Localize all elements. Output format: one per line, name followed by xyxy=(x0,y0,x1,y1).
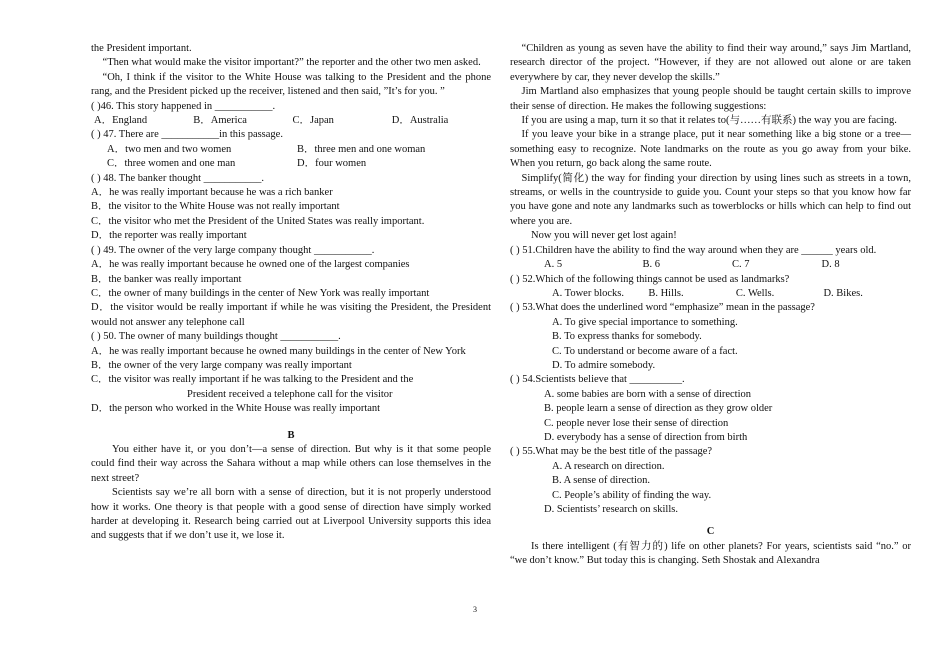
question-46: ( )46. This story happened in ___________. xyxy=(91,100,276,112)
paragraph: You either have it, or you don’t—a sense of direction. But why is it that some people could find their way across the Sahara without a map while others can lose themselves in the next street? xyxy=(91,443,491,484)
option-a: A. 5 xyxy=(544,259,563,271)
option-c: C. Wells. xyxy=(735,287,775,299)
section-heading-c: C xyxy=(706,526,715,538)
option-d: D. Scientists’ research on skills. xyxy=(544,504,678,515)
option-b: B. Hills. xyxy=(648,287,684,299)
option-d: D. 8 xyxy=(821,259,840,271)
paragraph: If you are using a map, turn it so that it relates to(与……有联系) the way you are facing. xyxy=(521,115,897,127)
option-b: B．America xyxy=(193,115,247,127)
option-d: D．four women xyxy=(297,158,367,170)
left-column xyxy=(91,42,491,544)
option-d: D. Bikes. xyxy=(823,287,863,299)
section-heading-b: B xyxy=(287,429,295,441)
option-d: D．the visitor would be really important if while he was visiting the President, the President would not answer any telephone call xyxy=(91,302,491,328)
option-d: D．Australia xyxy=(391,115,449,127)
option-b: B. A sense of direction. xyxy=(552,475,650,487)
question-51: ( ) 51.Children have the ability to find the way around when they are ______ years old. xyxy=(510,244,877,256)
option-a: A．he was really important because he owned many buildings in the center of New York xyxy=(91,345,466,357)
paragraph: “Children as young as seven have the ability to find their way around,” says Jim Martland, research director of the project. “However, if they are not allowed out alone or are taken everywhere by car, they never develop the skills.” xyxy=(510,43,911,83)
spacer xyxy=(510,517,911,525)
question-47: ( ) 47. There are ___________in this passage. xyxy=(91,129,283,141)
option-a: A. To give special importance to something. xyxy=(552,316,738,328)
option-c: C. people never lose their sense of direction xyxy=(544,417,729,429)
option-a: A．he was really important because he was a rich banker xyxy=(91,187,333,199)
option-b: B. To express thanks for somebody. xyxy=(552,331,702,343)
page-number: 3 xyxy=(473,605,477,614)
option-d: D. everybody has a sense of direction from birth xyxy=(544,431,748,443)
option-b: B．the visitor to the White House was not really important xyxy=(91,201,340,213)
question-47-options-cd xyxy=(91,157,491,171)
question-55: ( ) 55.What may be the best title of the passage? xyxy=(510,446,713,458)
option-c: C. 7 xyxy=(731,259,750,271)
paragraph: “Then what would make the visitor important?” the reporter and the other two men asked. xyxy=(102,57,481,69)
option-c-continued: President received a telephone call for the visitor xyxy=(187,388,393,400)
paragraph: Simplify(简化) the way for finding your direction by using lines such as streets in a town, streams, or wells in the countryside to guide you. Count your steps so that you know how far you have gone and note any landmarks such as towerblocks or hills which can help to find out where you are. xyxy=(510,172,911,227)
question-53: ( ) 53.What does the underlined word “emphasize” mean in the passage? xyxy=(510,302,815,314)
paragraph: Scientists say we’re all born with a sense of direction, but it is not properly understood how it works. One theory is that people with a good sense of direction have simply worked harder at developing it. Research being carried out at Liverpool University supports this idea and suggests that if we don’t use it, we lose it. xyxy=(91,487,491,542)
option-b: B. people learn a sense of direction as they grow older xyxy=(544,403,773,415)
question-50: ( ) 50. The owner of many buildings thought ___________. xyxy=(91,331,341,343)
paragraph: the President important. xyxy=(91,43,192,54)
paragraph: Is there intelligent (有智力的) life on other planets? For years, scientists said “no.” or “we don’t know.” But today this is changing. Seth Shostak and Alexandra xyxy=(510,540,911,567)
option-a: A. Tower blocks. xyxy=(552,287,624,299)
option-c: C. To understand or become aware of a fact. xyxy=(552,345,738,357)
option-d: D．the person who worked in the White House was really important xyxy=(91,403,381,415)
question-52-options xyxy=(510,287,911,301)
spacer xyxy=(91,417,491,429)
option-b: B. 6 xyxy=(642,259,660,271)
option-c: C．the visitor was really important if he was talking to the President and the xyxy=(91,374,414,386)
paragraph: “Oh, I think if the visitor to the White House was talking to the President and the phone rang, and the President picked up the receiver, listened and then said, ”It’s for you. ” xyxy=(91,71,491,98)
option-a: A. A research on direction. xyxy=(552,460,665,472)
option-a: A．he was really important because he owned one of the largest companies xyxy=(91,259,410,271)
paragraph: If you leave your bike in a strange place, put it near something like a big stone or a tree—something easy to recognize. Note landmarks on the route as you go away from your bike. When you return, go back along the same route. xyxy=(510,129,911,170)
question-46-options xyxy=(91,114,491,128)
option-c: C. People’s ability of finding the way. xyxy=(552,489,712,501)
option-c: C．three women and one man xyxy=(107,158,236,170)
option-c: C．Japan xyxy=(292,115,334,127)
option-b: B．three men and one woman xyxy=(297,143,426,155)
option-d: D．the reporter was really important xyxy=(91,230,247,242)
paragraph: Now you will never get lost again! xyxy=(531,230,677,242)
option-a: A. some babies are born with a sense of direction xyxy=(544,388,752,400)
right-column xyxy=(510,42,911,569)
option-a: A．England xyxy=(94,115,148,127)
question-52: ( ) 52.Which of the following things cannot be used as landmarks? xyxy=(510,273,790,285)
question-51-options xyxy=(510,258,911,272)
question-48: ( ) 48. The banker thought ___________. xyxy=(91,172,265,184)
paragraph: Jim Martland also emphasizes that young people should be taught certain skills to improve their sense of direction. He makes the following suggestions: xyxy=(510,86,911,112)
option-a: A．two men and two women xyxy=(107,143,232,155)
question-54: ( ) 54.Scientists believe that __________. xyxy=(510,374,685,386)
question-49: ( ) 49. The owner of the very large company thought ___________. xyxy=(91,244,375,256)
option-b: B．the owner of the very large company was really important xyxy=(91,359,352,371)
option-c: C．the visitor who met the President of the United States was really important. xyxy=(91,215,425,227)
option-d: D. To admire somebody. xyxy=(552,359,656,371)
option-c: C．the owner of many buildings in the center of New York was really important xyxy=(91,287,430,299)
question-47-options-ab xyxy=(91,143,491,157)
option-b: B．the banker was really important xyxy=(91,273,242,285)
